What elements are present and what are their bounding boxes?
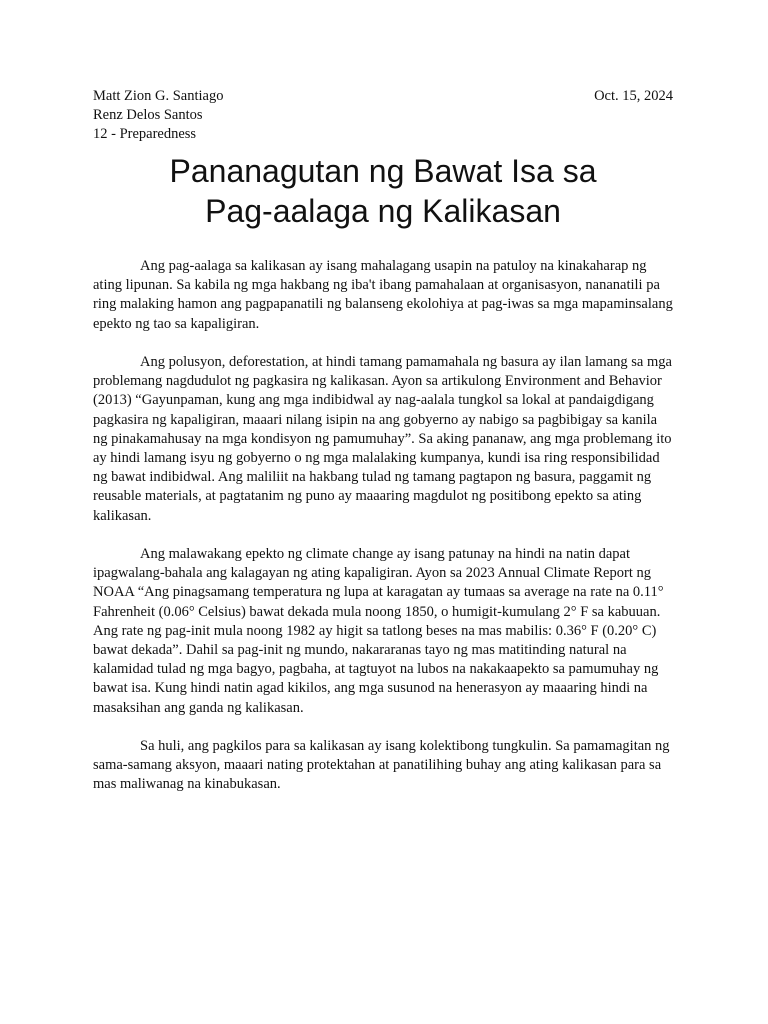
document-page bbox=[93, 87, 673, 814]
body-paragraph: Ang malawakang epekto ng climate change ay isang patunay na hindi na natin dapat ipagwalang-bahala ang kalagayan ng ating kapaligiran. Ayon sa 2023 Annual Climate Report ng NOAA “Ang pinagsamang temperatura ng lupa at karagatan ay tumaas sa average na rate na 0.11° Fahrenheit (0.06° Celsius) bawat dekada mula noong 1850, o humigit-kumulang 2° F sa kabuuan. Ang rate ng pag-init mula noong 1982 ay higit sa tatlong beses na mas mabilis: 0.36° F (0.20° C) bawat dekada”. Dahil sa pag-init ng mundo, nakararanas tayo ng mas matitinding natural na kalamidad tulad ng mga bagyo, pagbaha, at tagtuyot na lubos na nakakaapekto sa pamumuhay ng bawat isa. Kung hindi natin agad kikilos, ang mga susunod na henerasyon ay maaaring hindi na masaksihan ang ganda ng kalikasan. bbox=[93, 546, 664, 716]
document-header bbox=[93, 87, 673, 144]
body-paragraph: Ang pag-aalaga sa kalikasan ay isang mahalagang usapin na patuloy na kinakaharap ng ating lipunan. Sa kabila ng mga hakbang ng iba't ibang pamahalaan at organisasyon, nananatili pa ring malaking hamon ang pagpapanatili ng balanseng ekolohiya at pag-iwas sa mga mapaminsalang epekto ng tao sa kapaligiran. bbox=[93, 258, 673, 332]
author-name: Matt Zion G. Santiago bbox=[93, 88, 224, 104]
document-body bbox=[93, 257, 673, 795]
title-line: Pananagutan ng Bawat Isa sa bbox=[169, 153, 597, 189]
title-line: Pag-aalaga ng Kalikasan bbox=[205, 193, 561, 229]
author-name: Renz Delos Santos bbox=[93, 107, 203, 123]
body-paragraph: Ang polusyon, deforestation, at hindi tamang pamamahala ng basura ay ilan lamang sa mga problemang nagdudulot ng pagkasira ng kalikasan. Ayon sa artikulong Environment and Behavior (2013) “Gayunpaman, kung ang mga indibidwal ay nag-aalala tungkol sa lokal at pandaigdigang pagkasira ng kapaligiran, maaari nilang isipin na ang gobyerno ay nabigo sa pagbibigay sa kanila ng pinakamahusay na mga kondisyon ng pamumuhay”. Sa aking pananaw, ang mga problemang ito ay hindi lamang isyu ng gobyerno o ng mga malalaking kumpanya, kundi isa ring responsibilidad ng bawat indibidwal. Ang maliliit na hakbang tulad ng tamang pagtapon ng basura, paggamit ng reusable materials, at pagtatanim ng puno ay maaaring magdulot ng positibong epekto sa ating kalikasan. bbox=[93, 354, 672, 524]
section-label: 12 - Preparedness bbox=[93, 126, 197, 142]
document-date: Oct. 15, 2024 bbox=[594, 88, 673, 104]
body-paragraph: Sa huli, ang pagkilos para sa kalikasan ay isang kolektibong tungkulin. Sa pamamagitan ng sama-samang aksyon, maaari nating protektahan at panatilihing buhay ang ating kalikasan para sa mas maliwanag na kinabukasan. bbox=[93, 738, 670, 793]
document-title bbox=[93, 151, 673, 231]
